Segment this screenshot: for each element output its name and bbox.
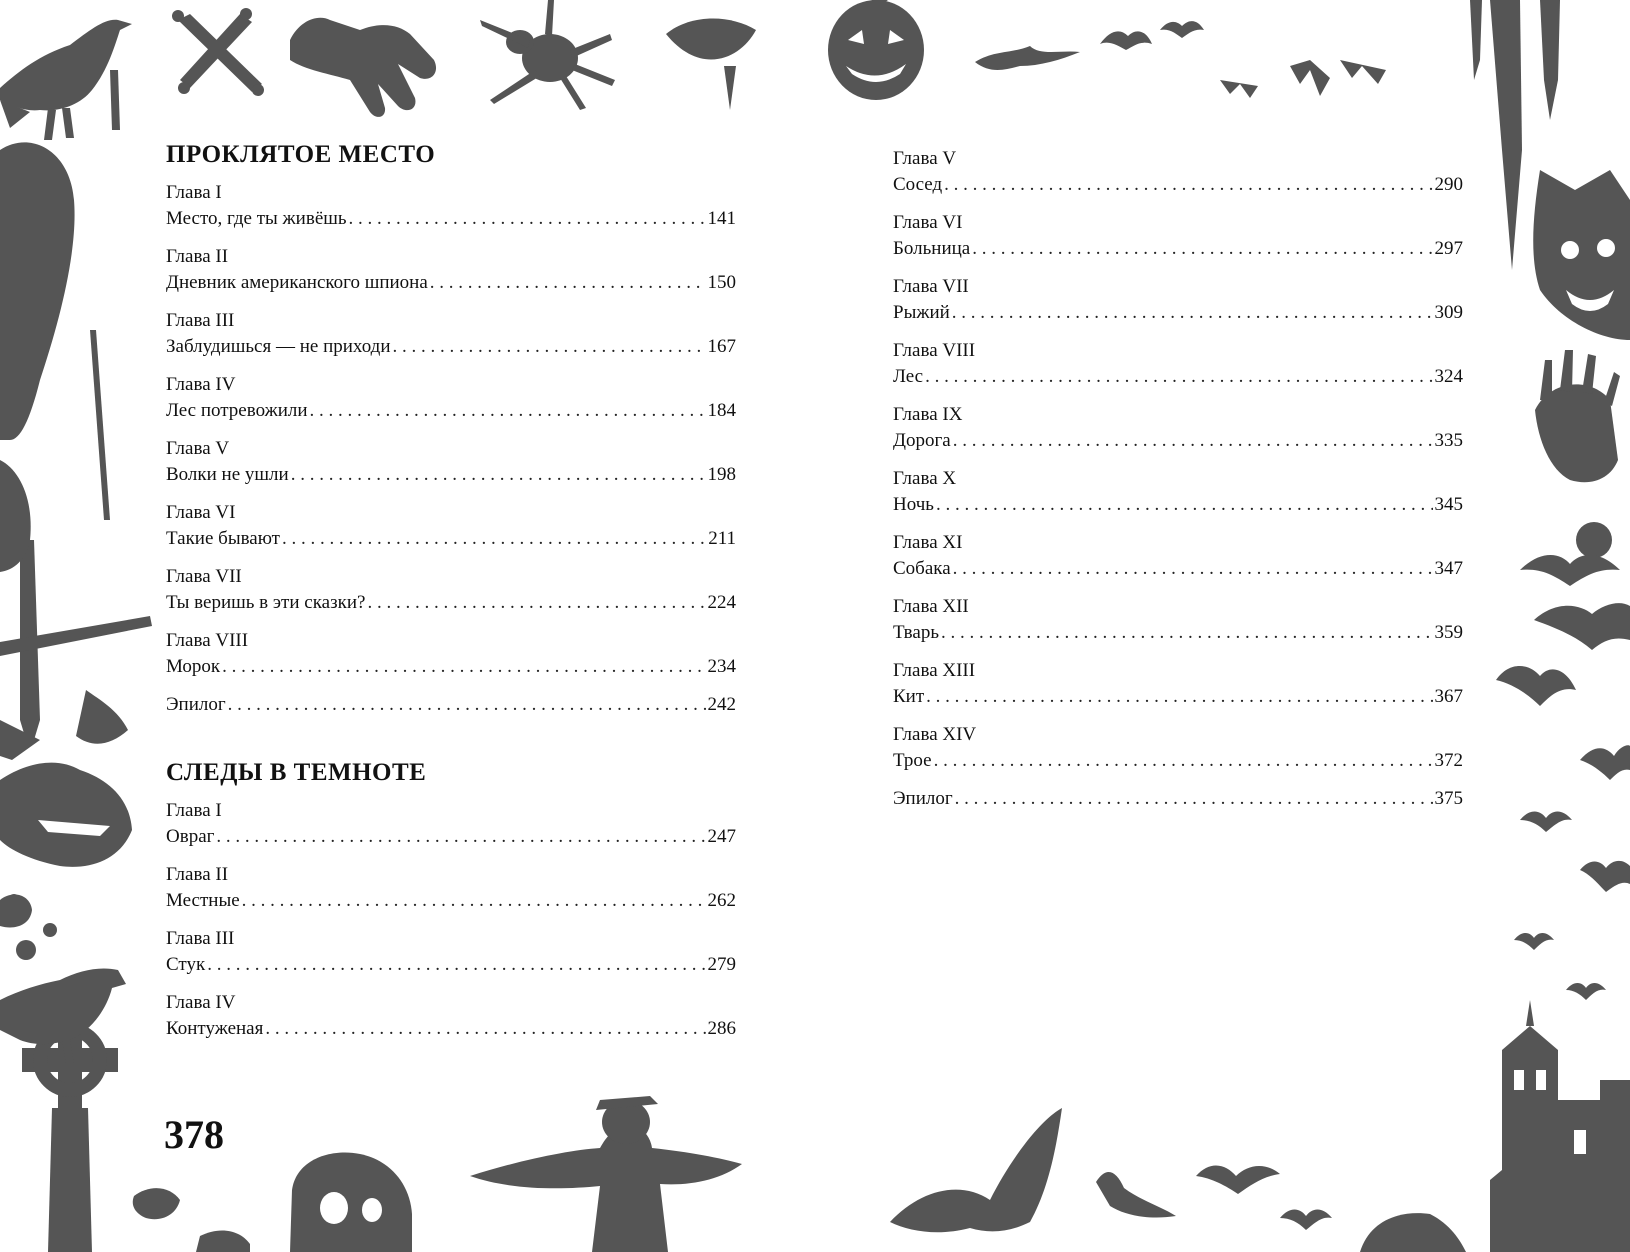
- dot-leader: [952, 300, 1433, 326]
- chapter-label: Глава XIV: [893, 724, 977, 745]
- page-reference: 297: [1434, 238, 1463, 259]
- chapter-title: Сосед: [893, 174, 943, 195]
- toc-entry: [166, 564, 736, 616]
- toc-entry: [166, 862, 736, 914]
- entry-line: [893, 236, 1463, 262]
- dot-leader: [207, 952, 705, 978]
- dot-leader: [430, 270, 706, 296]
- dot-leader: [310, 398, 706, 424]
- chapter-title: Овраг: [166, 826, 215, 847]
- page-reference: 167: [707, 336, 736, 357]
- section-title: СЛЕДЫ В ТЕМНОТЕ: [166, 759, 427, 786]
- handprint-icon: [1535, 350, 1620, 558]
- chapter-label: Глава II: [166, 246, 229, 267]
- page-reference: 359: [1434, 622, 1463, 643]
- toc-entry: [893, 658, 1463, 710]
- toc-entry: [166, 500, 736, 552]
- dot-leader: [972, 236, 1432, 262]
- chapter-title: Место, где ты живёшь: [166, 208, 347, 229]
- section-title: ПРОКЛЯТОЕ МЕСТО: [166, 141, 436, 168]
- toc-entry: [166, 244, 736, 296]
- entry-line: [166, 270, 736, 296]
- chapter-label: Глава XI: [893, 532, 963, 553]
- dot-leader: [953, 428, 1433, 454]
- toc-entry: [893, 274, 1463, 326]
- spider-icon: [480, 0, 615, 110]
- entry-line: [166, 398, 736, 424]
- entry-line: [166, 952, 736, 978]
- chapter-label: Глава IV: [166, 374, 236, 395]
- dot-leader: [955, 786, 1433, 812]
- chapter-label: Глава VI: [166, 502, 236, 523]
- dot-leader: [242, 888, 706, 914]
- toc-entry: [893, 530, 1463, 582]
- toc-entry: [893, 146, 1463, 198]
- entry-line: [893, 172, 1463, 198]
- toc-entry: [166, 372, 736, 424]
- entry-line: [893, 492, 1463, 518]
- chapter-label: Глава XIII: [893, 660, 976, 681]
- chapter-label: Глава VI: [893, 212, 963, 233]
- entry-line: [166, 1016, 736, 1042]
- toc-entry: [166, 436, 736, 488]
- chapter-title: Эпилог: [166, 694, 226, 715]
- page-reference: 347: [1434, 558, 1463, 579]
- page-reference: 150: [707, 272, 736, 293]
- dot-leader: [941, 620, 1433, 646]
- chapter-title: Такие бывают: [166, 528, 280, 549]
- chapter-label: Глава II: [166, 864, 229, 885]
- entry-line: [893, 748, 1463, 774]
- chapter-label: Глава I: [166, 800, 222, 821]
- page-reference: 242: [707, 694, 736, 715]
- chapter-label: Глава III: [166, 310, 235, 331]
- entry-line: [893, 620, 1463, 646]
- entry-line: [166, 462, 736, 488]
- section-entries: [166, 180, 736, 718]
- entry-line: [166, 206, 736, 232]
- page-reference: 211: [708, 528, 736, 549]
- chapter-title: Дневник американского шпиона: [166, 272, 428, 293]
- page-reference: 367: [1434, 686, 1463, 707]
- bat-icon: [890, 1108, 1466, 1252]
- toc-entry: [893, 722, 1463, 774]
- chapter-title: Собака: [893, 558, 951, 579]
- toc-entry: [893, 402, 1463, 454]
- chapter-label: Глава I: [166, 182, 222, 203]
- dot-leader: [228, 692, 706, 718]
- section-entries: [893, 146, 1463, 812]
- chapter-label: Глава VII: [166, 566, 242, 587]
- entry-line: [893, 364, 1463, 390]
- toc-entry: [166, 692, 736, 718]
- chapter-title: Дорога: [893, 430, 951, 451]
- dot-leader: [282, 526, 706, 552]
- castle-icon: [1490, 1000, 1630, 1252]
- grim-face-icon: [0, 690, 132, 867]
- pumpkin-icon: [828, 0, 924, 100]
- entry-line: [893, 684, 1463, 710]
- page-reference: 372: [1434, 750, 1463, 771]
- page-reference: 247: [707, 826, 736, 847]
- chapter-title: Трое: [893, 750, 932, 771]
- dot-leader: [291, 462, 706, 488]
- page-number: 378: [164, 1112, 224, 1157]
- chapter-title: Контуженая: [166, 1018, 264, 1039]
- chapter-label: Глава XII: [893, 596, 969, 617]
- chapter-title: Ночь: [893, 494, 934, 515]
- chapter-label: Глава IX: [893, 404, 963, 425]
- bat-icon: [975, 21, 1386, 98]
- page-reference: 286: [707, 1018, 736, 1039]
- dot-leader: [265, 1016, 705, 1042]
- crossed-bones-icon: [172, 8, 264, 96]
- page-reference: 198: [707, 464, 736, 485]
- entry-line: [166, 526, 736, 552]
- lips-icon: [666, 18, 756, 110]
- toc-entry: [166, 798, 736, 850]
- toc-entry: [166, 628, 736, 680]
- page-reference: 290: [1434, 174, 1463, 195]
- scarecrow-icon: [470, 1096, 742, 1252]
- entry-line: [166, 824, 736, 850]
- page-reference: 234: [707, 656, 736, 677]
- chapter-label: Глава X: [893, 468, 957, 489]
- dot-leader: [953, 556, 1433, 582]
- dot-leader: [392, 334, 705, 360]
- dot-leader: [367, 590, 705, 616]
- entry-line: [893, 300, 1463, 326]
- page-reference: 345: [1434, 494, 1463, 515]
- dot-leader: [926, 684, 1432, 710]
- chapter-title: Тварь: [893, 622, 939, 643]
- entry-line: [893, 428, 1463, 454]
- page-reference: 375: [1434, 788, 1463, 809]
- toc-entry: [166, 308, 736, 360]
- dot-leader: [934, 748, 1433, 774]
- chapter-title: Волки не ушли: [166, 464, 289, 485]
- chapter-title: Ты веришь в эти сказки?: [166, 592, 366, 613]
- chapter-title: Местные: [166, 890, 240, 911]
- page-reference: 324: [1434, 366, 1463, 387]
- chapter-label: Глава V: [893, 148, 957, 169]
- page-reference: 184: [707, 400, 736, 421]
- chapter-title: Стук: [166, 954, 206, 975]
- toc-entry: [893, 786, 1463, 812]
- entry-line: [166, 334, 736, 360]
- dot-leader: [349, 206, 706, 232]
- skull-icon: [290, 1153, 412, 1252]
- dot-leader: [936, 492, 1433, 518]
- cat-icon: [1533, 170, 1630, 340]
- toc-entry: [893, 338, 1463, 390]
- chapter-title: Заблудишься — не приходи: [166, 336, 391, 357]
- page-reference: 335: [1434, 430, 1463, 451]
- page-reference: 141: [707, 208, 736, 229]
- toc-entry: [166, 180, 736, 232]
- chapter-title: Эпилог: [893, 788, 953, 809]
- chapter-title: Морок: [166, 656, 221, 677]
- chapter-label: Глава VIII: [893, 340, 976, 361]
- entry-line: [166, 654, 736, 680]
- page-reference: 279: [707, 954, 736, 975]
- dot-leader: [944, 172, 1432, 198]
- entry-line: [166, 692, 736, 718]
- chapter-label: Глава VII: [893, 276, 969, 297]
- entry-line: [893, 786, 1463, 812]
- chapter-title: Рыжий: [893, 302, 950, 323]
- section-entries: [166, 798, 736, 1042]
- chapter-label: Глава IV: [166, 992, 236, 1013]
- dot-leader: [925, 364, 1432, 390]
- entry-line: [166, 888, 736, 914]
- page-reference: 309: [1434, 302, 1463, 323]
- toc-entry: [166, 926, 736, 978]
- chapter-label: Глава VIII: [166, 630, 249, 651]
- toc-entry: [166, 990, 736, 1042]
- bat-icon: [1496, 555, 1630, 1000]
- sword-icon: [0, 540, 152, 740]
- chapter-title: Лес: [893, 366, 924, 387]
- chapter-title: Больница: [893, 238, 971, 259]
- page-reference: 224: [707, 592, 736, 613]
- entry-line: [893, 556, 1463, 582]
- chapter-title: Лес потревожили: [166, 400, 308, 421]
- chapter-title: Кит: [893, 686, 925, 707]
- hand-icon: [290, 18, 436, 117]
- toc-right-column: [893, 146, 1463, 824]
- toc-entry: [893, 466, 1463, 518]
- dot-leader: [216, 824, 705, 850]
- chapter-label: Глава V: [166, 438, 230, 459]
- entry-line: [166, 590, 736, 616]
- dot-leader: [222, 654, 705, 680]
- toc-entry: [893, 210, 1463, 262]
- chapter-label: Глава III: [166, 928, 235, 949]
- toc-entry: [893, 594, 1463, 646]
- page-reference: 262: [707, 890, 736, 911]
- toc-left-column: [166, 140, 736, 1054]
